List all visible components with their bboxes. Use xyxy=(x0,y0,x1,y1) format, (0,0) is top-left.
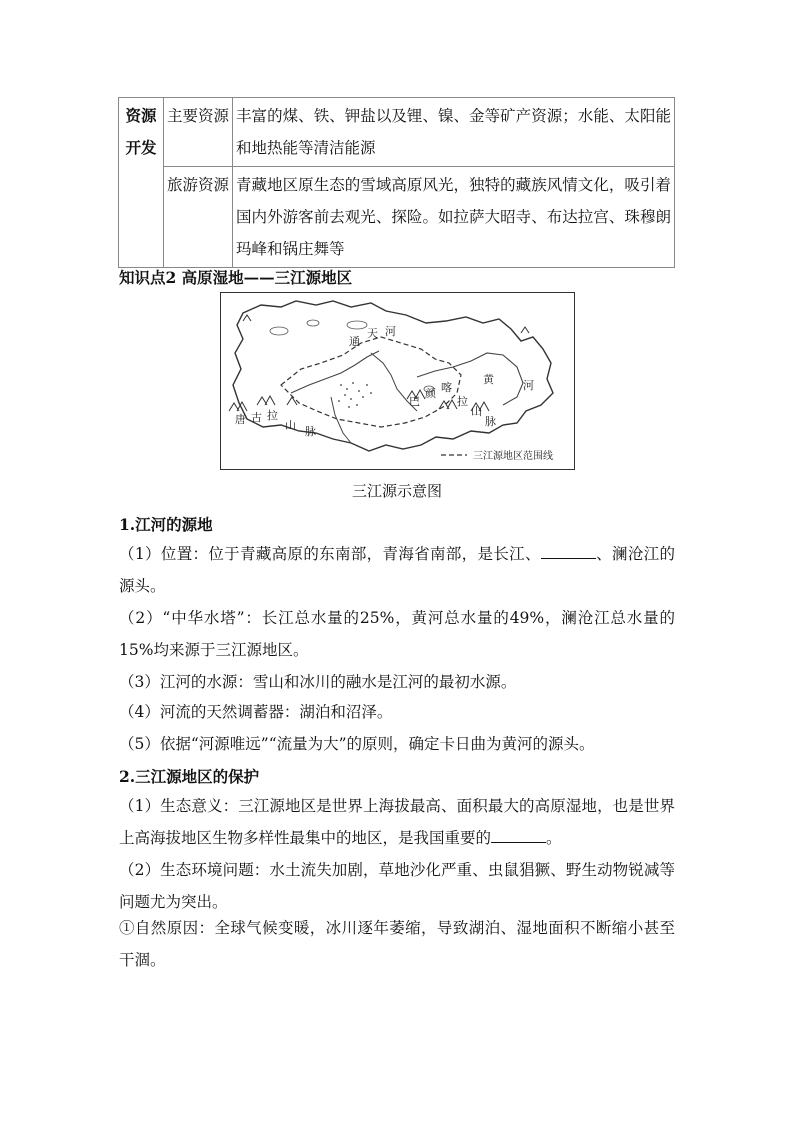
section2-title: 2.三江源地区的保护 xyxy=(119,767,260,786)
resource-type-cell: 旅游资源 xyxy=(164,167,233,268)
label-river-he2: 河 xyxy=(523,379,534,392)
label-river-he1: 河 xyxy=(385,325,396,338)
label-tian: 天 xyxy=(367,327,378,340)
resource-desc-cell: 青藏地区原生态的雪域高原风光，独特的藏族风情文化，吸引着国内外游客前去观光、探险。如拉萨大昭寺、布达拉宫、珠穆朗玛峰和锅庄舞等 xyxy=(233,167,675,268)
section1-item-2: （2）“中华水塔”：长江总水量的25%，黄河总水量的49%，澜沧江总水量的15%均来源于三江源地区。 xyxy=(119,609,675,659)
resource-table xyxy=(118,97,675,268)
label-tanggula: 古 xyxy=(251,411,262,424)
label-bayan: 颜 xyxy=(425,387,436,400)
label-tong: 通 xyxy=(349,335,360,348)
section1-item-4: （4）河流的天然调蓄器：湖泊和沼泽。 xyxy=(119,703,393,721)
province-boundary xyxy=(233,301,553,451)
label-tanggula: 脉 xyxy=(305,425,316,438)
lake-shape xyxy=(307,320,319,326)
section2-item-1 xyxy=(119,790,675,854)
item-text-suffix: 。 xyxy=(546,829,562,847)
fill-in-blank[interactable] xyxy=(491,824,546,843)
lake-shape xyxy=(270,327,288,335)
section1-item-5: （5）依据“河源唯远”“流量为大”的原则，确定卡日曲为黄河的源头。 xyxy=(119,735,595,753)
sanjiangyuan-range-line xyxy=(281,337,461,427)
tongtian-river xyxy=(291,351,379,393)
section1-title: 1.江河的源地 xyxy=(119,515,213,534)
category-line1: 资源 xyxy=(125,106,157,125)
label-bayan: 脉 xyxy=(485,415,496,428)
section2-item-3: ①自然原因：全球气候变暖，冰川逐年萎缩，导致湖泊、湿地面积不断缩小甚至干涸。 xyxy=(119,919,675,969)
section1-item-3: （3）江河的水源：雪山和冰川的融水是江河的最初水源。 xyxy=(119,673,517,691)
legend-label: 三江源地区范围线 xyxy=(473,451,553,462)
fill-in-blank[interactable] xyxy=(541,540,596,559)
label-huang: 黄 xyxy=(483,373,494,386)
map-caption: 三江源示意图 xyxy=(351,482,442,500)
section1-item-1 xyxy=(119,538,675,602)
label-tanggula: 山 xyxy=(285,419,296,432)
label-bayan: 山 xyxy=(471,405,482,418)
item-text-suffix: 、澜沧江的源头。 xyxy=(119,545,675,595)
resource-desc-cell: 丰富的煤、铁、钾盐以及锂、镍、金等矿产资源；水能、太阳能和地热能等清洁能源 xyxy=(233,98,675,167)
swamp-dots xyxy=(338,382,372,408)
mountain-symbols xyxy=(229,315,529,411)
lake-shape xyxy=(347,321,367,329)
label-tanggula: 唐 xyxy=(235,413,246,426)
label-bayan: 喀 xyxy=(441,381,452,394)
item-text-prefix: （1）位置：位于青藏高原的东南部，青海省南部，是长江、 xyxy=(119,545,541,563)
label-bayan: 拉 xyxy=(457,395,468,408)
item-text-prefix: （1）生态意义：三江源地区是世界上海拔最高、面积最大的高原湿地，也是世界上高海拔地区生物多样性最集中的地区，是我国重要的 xyxy=(119,797,675,847)
section2-item-2: （2）生态环境问题：水土流失加剧，草地沙化严重、虫鼠猖獗、野生动物锐减等问题尤为突出。 xyxy=(119,861,675,911)
category-cell xyxy=(119,98,164,268)
sanjiangyuan-map xyxy=(220,292,575,470)
map-drawing xyxy=(221,293,574,469)
knowledge-point-heading: 知识点2 高原湿地——三江源地区 xyxy=(119,268,353,287)
resource-type-cell: 主要资源 xyxy=(164,98,233,167)
table-row xyxy=(119,98,675,167)
table-row xyxy=(119,167,675,268)
label-bayan: 巴 xyxy=(409,395,420,408)
category-line2: 开发 xyxy=(125,138,157,157)
label-tanggula: 拉 xyxy=(267,409,278,422)
